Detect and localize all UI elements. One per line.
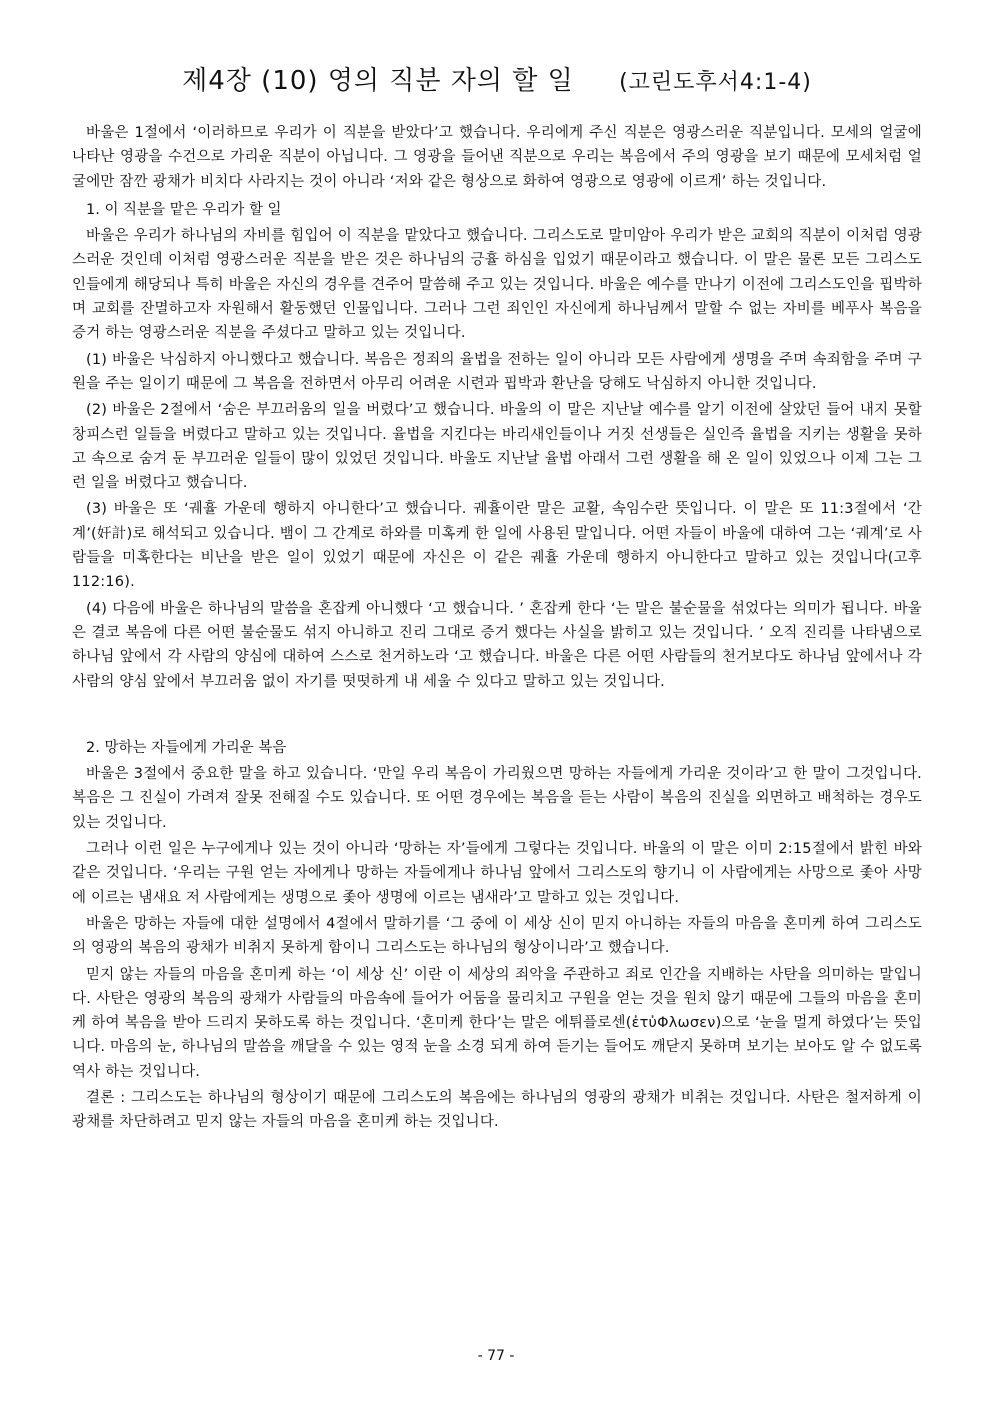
section-1-point-3: (3) 바울은 또 ‘궤휼 가운데 행하지 아니한다’고 했습니다. 궤휼이란 말은 교활, 속임수란 뜻입니다. 이 말은 또 11:3절에서 ‘간계’(奸計)로 해석되고 있습니다. 뱀이 그 간계로 하와를 미혹케 한 일에 사용된 말입니다. 어떤 자들이 바울에 대하여 그는 ‘궤계’로 사람들을 미혹한다는 비난을 받은 일이 있었기 때문에 자신은 이 같은 궤휼 가운데 행하지 아니한다고 말하고 있는 것입니다(고후112:16). (72, 501, 922, 591)
section-1-point-2: (2) 바울은 2절에서 ‘숨은 부끄러움의 일을 버렸다’고 했습니다. 바울의 이 말은 지난날 예수를 알기 이전에 살았던 들어 내지 못할 창피스런 일들을 버렸다고 말하고 있는 것입니다. 율법을 지킨다는 바리새인들이나 거짓 선생들은 실인즉 율법을 지키는 생활을 못하고 속으로 숨겨 둔 부끄러운 일들이 많이 있었던 것입니다. 바울도 지난날 율법 아래서 그런 생활을 해 온 일이 있었으나 이제 그는 그런 일을 버렸다고 했습니다. (72, 402, 922, 492)
intro-paragraph: 바울은 1절에서 ‘이러하므로 우리가 이 직분을 받았다’고 했습니다. 우리에게 주신 직분은 영광스러운 직분입니다. 모세의 얼굴에 나타난 영광을 수건으로 가리운 직분이 아닙니다. 그 영광을 들어낸 직분으로 우리는 복음에서 주의 영광을 보기 때문에 모세처럼 얼굴에만 잠깐 광채가 비치다 사라지는 것이 아니라 ‘저와 같은 형상으로 화하여 영광으로 영광에 이르게’ 하는 것입니다. (72, 125, 922, 190)
section-spacer (72, 696, 922, 732)
section-1-point-1: (1) 바울은 낙심하지 아니했다고 했습니다. 복음은 정죄의 율법을 전하는 일이 아니라 모든 사람에게 생명을 주며 속죄함을 주며 구원을 주는 일이기 때문에 그 복음을 전하면서 아무리 어려운 시련과 핍박과 환난을 당해도 낙심하지 아니한 것입니다. (72, 351, 922, 392)
conclusion-paragraph: 결론 : 그리스도는 하나님의 형상이기 때문에 그리스도의 복음에는 하나님의 영광의 광채가 비취는 것입니다. 사탄은 철저하게 이 광채를 차단하려고 믿지 않는 자들의 마음을 혼미케 하는 것입니다. (72, 1089, 922, 1131)
section-1-paragraph: 바울은 우리가 하나님의 자비를 힘입어 이 직분을 맡았다고 했습니다. 그리스도로 말미암아 우리가 받은 교회의 직분이 이처럼 영광스러운 것인데 이처럼 영광스러운 직분을 받은 것은 하나님의 긍휼 하심을 입었기 때문이라고 했습니다. 이 말은 물론 모든 그리스도인들에게 해당되나 특히 바울은 자신의 경우를 견주어 말씀해 주고 있는 것입니다. 바울은 예수를 만나기 이전에 그리스도인을 핍박하며 교회를 잔멸하고자 자원해서 활동했던 인물입니다. 그러나 그런 죄인인 자신에게 하나님께서 말할 수 없는 자비를 베푸사 복음을 증거 하는 영광스러운 직분을 주셨다고 말하고 있는 것입니다. (72, 228, 922, 342)
section-2-paragraph: 믿지 않는 자들의 마음을 혼미케 하는 ‘이 세상 신’ 이란 이 세상의 죄악을 주관하고 죄로 인간을 지배하는 사탄을 의미하는 말입니다. 사탄은 영광의 복음의 광채가 사람들의 마음속에 들어가 어둠을 물리치고 구원을 얻는 것을 원치 않기 때문에 그들의 마음을 혼미케 하여 복음을 받아 드리지 못하도록 하는 것입니다. ‘혼미케 한다’는 말은 에튀플로센(ἐτὐΦλωσεν)으로 ‘눈을 멀게 하였다’는 뜻입니다. 마음의 눈, 하나님의 말씀을 깨달을 수 있는 영적 눈을 소경 되게 하여 듣기는 들어도 깨닫지 못하며 보기는 보아도 알 수 없도록 역사 하는 것입니다. (72, 966, 922, 1080)
scripture-reference: (고린도후서4:1-4) (619, 70, 812, 95)
section-2-paragraph: 그러나 이런 일은 누구에게나 있는 것이 아니라 ‘망하는 자’들에게 그렇다는 것입니다. 바울의 이 말은 이미 2:15절에서 밝힌 바와 같은 것입니다. ‘우리는 구원 얻는 자에게나 망하는 자들에게나 하나님 앞에서 그리스도의 향기니 이 사람에게는 사망으로 좇아 사망에 이르는 냄새요 저 사람에게는 생명으로 좇아 생명에 이르는 냄새라’고 말하고 있는 것입니다. (72, 841, 922, 906)
section-2-paragraph: 바울은 망하는 자들에 대한 설명에서 4절에서 말하기를 ‘그 중에 이 세상 신이 믿지 아니하는 자들의 마음을 혼미케 하여 그리스도의 영광의 복음의 광채가 비취지 못하게 함이니 그리스도는 하나님의 형상이니라’고 했습니다. (72, 915, 922, 957)
section-2-heading: 2. 망하는 자들에게 가리운 복음 (86, 739, 287, 756)
page-header (72, 60, 922, 97)
section-1-heading: 1. 이 직분을 맡은 우리가 할 일 (86, 201, 282, 218)
section-1-point-4: (4) 다음에 바울은 하나님의 말씀을 혼잡케 아니했다 ‘고 했습니다. ’ 혼잡케 한다 ‘는 말은 불순물을 섞었다는 의미가 됩니다. 바울은 결코 복음에 다른 어떤 불순물도 섞지 아니하고 진리 그대로 증거 했다는 사실을 밝히고 있는 것입니다. ’ 오직 진리를 나타냄으로 하나님 앞에서 각 사람의 양심에 대하여 스스로 천거하노라 ‘고 했습니다. 바울은 다른 어떤 사람들의 천거보다도 하나님 앞에서나 각 사람의 양심 앞에서 부끄러움 없이 자기를 떳떳하게 내 세울 수 있다고 말하고 있는 것입니다. (72, 600, 922, 690)
chapter-title: 제4장 (10) 영의 직분 자의 할 일 (182, 66, 574, 96)
page-number: - 77 - (477, 1348, 515, 1364)
section-2-paragraph: 바울은 3절에서 중요한 말을 하고 있습니다. ‘만일 우리 복음이 가리웠으면 망하는 자들에게 가리운 것이라’고 한 말이 그것입니다. 복음은 그 진실이 가려져 잘못 전해질 수도 있습니다. 또 어떤 경우에는 복음을 듣는 사람이 복음의 진실을 외면하고 배척하는 경우도 있는 것입니다. (72, 766, 922, 831)
document-page (72, 60, 922, 1137)
